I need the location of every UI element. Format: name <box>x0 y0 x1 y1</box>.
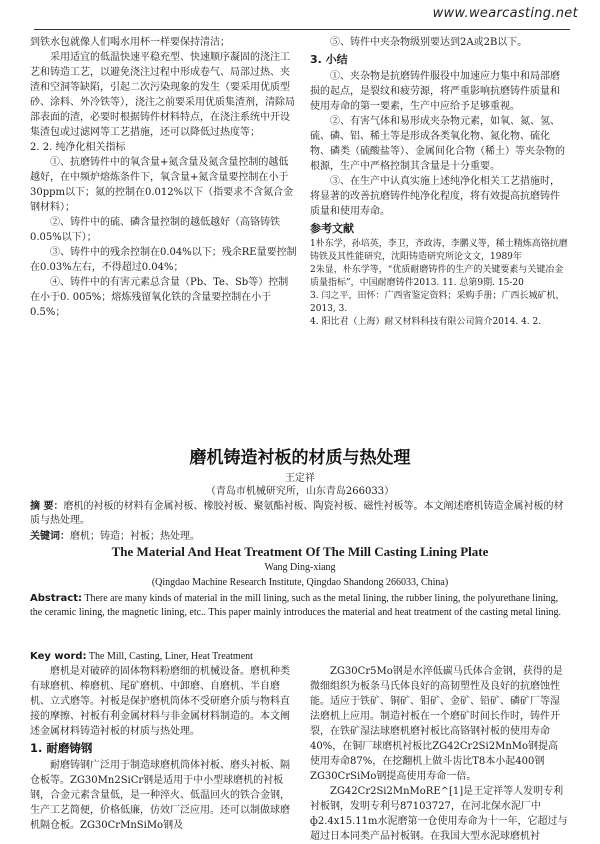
header-rule <box>34 29 570 30</box>
paragraph: ②、铸件中的硫、磷含量控制的越低越好（高铬铸铁0.05%以下）； <box>30 217 280 243</box>
reference-item: 3. 闫之平，田怀：广西省鉴定资料；采购手册；广西长城矿机，2013, 3. <box>310 291 565 314</box>
en-keywords-text: The Mill, Casting, Liner, Heat Treatment <box>88 651 253 662</box>
en-abstract-text: There are many kinds of material in the mill lining, such as the metal lining, the rubber lining, the polyurethane lining, the ceramic lining, the magnetic lining, etc.. This paper mainly introduces the material and heat treatment of the casting metal lining. <box>30 593 562 618</box>
abstract-text: 磨机的衬板的材料有金属衬板、橡胶衬板、聚氨酯衬板、陶瓷衬板、磁性衬板等。本文阐述磨机铸造金属衬板的材质与热处理。 <box>30 501 564 526</box>
paragraph: ①、抗磨铸件中的氧含量+氮含量及氮含量控制的越低越好，在中频炉熔炼条件下，氧含量+氮含量要控制在小于30ppm以下；氮的控制在0.012%以下（指要求不含氮合金钢材料）； <box>30 157 294 213</box>
keywords-label: 关键词： <box>30 531 70 542</box>
intro-paragraph: 磨机是对破碎的固体物料粉磨细的机械设备。磨机种类有球磨机、棒磨机、尾矿磨机、中卸磨、自磨机、半自磨机、立式磨等。衬板是保护磨机筒体不受研磨介质与物料直接的摩擦、衬板有利金属材料与非金属材料制造的。本文阐述金属材料铸造衬板的材质与热处理。 <box>30 666 290 737</box>
paragraph: 采用适宜的低温快速平稳充型、快速顺序凝固的浇注工艺和铸造工艺，以避免浇注过程中形成卷气、局部过热、夹渣和空洞等缺陷，引起二次污染现象的发生（要采用优质型砂、涂料、外冷铁等），浇注之前要采用优质集渣剂，清除局部表面的渣，必要时根据铸件材料特点，在浇注系统中开设集渣包或过滤网等工艺措施，还可以降低过热度等； <box>30 52 295 138</box>
english-title: The Material And Heat Treatment Of The Mill Casting Lining Plate <box>111 544 489 559</box>
reference-item: 1朴东学，孙培英，李卫，齐政涛，李鹏义等，稀土精炼高铬抗磨铸铁及其性能研究，沈阳铸造研究所论文文，1989年 <box>310 239 568 262</box>
article-title: 磨机铸造衬板的材质与热处理 <box>189 448 411 468</box>
paragraph: ③、铸件中的残余控制在0.04%以下；残余RE量要控制在0.03%左右，不得超过0.04%； <box>30 247 297 273</box>
paragraph: 到铁水包就像人们喝水用杯一样要保持清洁； <box>30 37 230 48</box>
article-author: 王定祥 <box>285 473 315 484</box>
section-heading: 1. 耐磨铸钢 <box>30 741 93 755</box>
site-url[interactable]: www.wearcasting.net <box>432 6 578 21</box>
abstract-cn <box>30 500 570 528</box>
subheading: 2. 2. 纯净化相关指标 <box>30 142 126 153</box>
paragraph: 耐磨铸钢广泛用于制造球磨机筒体衬板、磨头衬板、隔仓板等。ZG30Mn2SiCr钢是适用于中小型球磨机的衬板钢，合金元素含量低，是一种淬火、低温回火的铁合金钢，生产工艺简便，价格低廉，仿效厂泛应用。还可以制做球磨机隔仓板。ZG30CrMnSiMo钢及 <box>30 760 290 831</box>
right-column-bottom <box>310 664 568 844</box>
english-author: Wang Ding-xiang <box>264 562 336 573</box>
left-column-top <box>30 35 298 320</box>
summary-item: ①、夹杂物是抗磨铸件服役中加速应力集中和局部磨损的起点，是裂纹和疲劳源，将严重影响抗磨铸件质量和使用寿命的第一要素，生产中应给予足够重视。 <box>310 71 560 112</box>
paragraph: ④、铸件中的有害元素总含量（Pb、Te、Sb等）控制在小于0. 005%；熔炼残留氧化铁的含量要控制在小于0.5%； <box>30 277 289 318</box>
keywords-text: 磨机；铸造；衬板；热处理。 <box>70 531 200 542</box>
paragraph: ⑤、铸件中夹杂物级别要达到2A或2B以下。 <box>330 37 528 48</box>
keywords-en <box>30 650 570 664</box>
references-heading: 参考文献 <box>310 222 354 235</box>
keywords-cn <box>30 530 570 544</box>
abstract-label: 摘 要： <box>30 501 64 512</box>
left-column-bottom <box>30 664 298 833</box>
reference-item: 2朱显，朴东学等，“优质耐磨铸件的生产的关键要素与关键冶金质量指标”，中国耐磨铸件2013. 11. 总第9期. 15-20 <box>310 265 564 288</box>
summary-item: ②、有害气体和易形成夹杂物元素，如氧、氮、氢、硫、磷、铝、稀土等是形成各类氧化物、氮化物、硫化物、磷类（硫酸盐等）、金属间化合物（稀土）等夹杂物的根源，生产中严格控制其含量是十分重要。 <box>310 116 565 172</box>
right-column-top <box>310 35 568 329</box>
article-affiliation: （青岛市机械研究所，山东青岛266033） <box>205 486 395 497</box>
en-keywords-label: Key word: <box>30 651 87 662</box>
paragraph: ZG30Cr5Mo钢是水淬低碳马氏体合金钢，获得的是微细组织为板条马氏体良好的高韧塑性及良好的抗磨蚀性能。适应于铁矿、铜矿、钼矿、金矿、铅矿、磷矿厂等湿法磨机上应用。制造衬板在一个磨矿时间长作时，铸件开裂，在铁矿湿法球磨机磨衬板比高铬钢衬板的使用寿命40%，在铜厂球磨机衬板比ZG42Cr2Si2MnMo钢提高使用寿命87%，在挖翻机上做斗齿比T8本小起400钢ZG30CrSiMo钢提高使用寿命一倍。 <box>310 666 563 782</box>
summary-item: ③、在生产中认真实施上述纯净化相关工艺措施时，将显著的改善抗磨铸件纯净化程度，将有效提高抗磨铸件质量和使用寿命。 <box>310 176 560 217</box>
english-affiliation: (Qingdao Machine Research Institute, Qingdao Shandong 266033, China) <box>151 577 449 588</box>
abstract-en <box>30 592 570 619</box>
paragraph: ZG42Cr2Si2MnMoRE^[1]是王定祥等人发明专利衬板钢，发明专利号87103727，在河北保水泥厂中ф2.4x15.11m水泥磨第一仓使用寿命为十一年，它超过与超过日本同类产品衬板钢。在我国大型水泥球磨机衬 <box>310 786 568 842</box>
reference-item: 4. 阳比君（上海）耐又材料科技有限公司简介2014. 4. 2. <box>310 317 542 327</box>
summary-heading: 3. 小结 <box>310 53 348 66</box>
en-abstract-label: Abstract: <box>30 593 83 604</box>
